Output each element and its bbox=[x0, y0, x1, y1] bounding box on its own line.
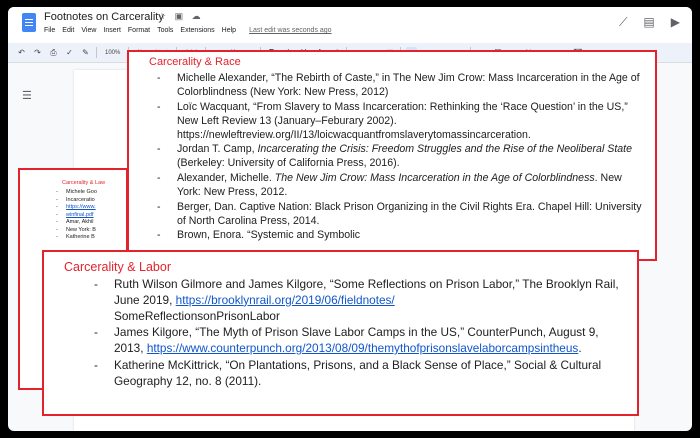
labor-list bbox=[64, 277, 627, 390]
list-item bbox=[66, 212, 120, 219]
menu-edit[interactable]: Edit bbox=[62, 27, 75, 34]
video-icon[interactable]: ▶ bbox=[670, 15, 680, 29]
print-icon[interactable]: ⎙ bbox=[50, 47, 57, 57]
citation-link[interactable]: https://www.counterpunch.org/2013/08/09/themythofprisonslavelaborcampsintheus bbox=[146, 341, 579, 356]
list-item: - Brown, Enora. “Systemic and Symbolic bbox=[177, 228, 647, 242]
citation-publisher: (Berkeley: University of California Press, 2016). bbox=[177, 157, 400, 170]
list-item bbox=[114, 277, 627, 324]
law-heading: Carcerality & Law bbox=[62, 180, 106, 186]
labor-section-callout bbox=[42, 250, 639, 416]
list-item: - Amar, Akhil bbox=[66, 219, 120, 226]
law-link[interactable]: winfinal.pdf bbox=[66, 211, 94, 218]
toolbar-divider bbox=[96, 47, 97, 58]
spellcheck-icon[interactable]: ✓ bbox=[66, 48, 73, 57]
last-edit-link[interactable]: Last edit was seconds ago bbox=[249, 27, 332, 34]
menu-help[interactable]: Help bbox=[221, 27, 237, 34]
citation-link[interactable]: https://brooklynrail.org/2019/06/fieldnotes/ bbox=[175, 292, 395, 307]
menu-extensions[interactable]: Extensions bbox=[180, 27, 215, 34]
list-item bbox=[114, 325, 627, 357]
menu-view[interactable]: View bbox=[81, 27, 97, 34]
header-actions bbox=[619, 15, 680, 30]
list-item: - Michele Goo bbox=[66, 189, 120, 196]
citation-text-cont: . bbox=[578, 341, 582, 356]
paint-format-icon[interactable]: ✎ bbox=[82, 48, 89, 57]
list-item: - Berger, Dan. Captive Nation: Black Prison Organizing in the Civil Rights Era. Chapel Hill: University of North Carolina Press, 2014. bbox=[177, 200, 647, 228]
document-title[interactable]: Footnotes on Carcerality bbox=[44, 11, 164, 23]
citation-text-cont: SomeReflectionsonPrisonLabor bbox=[114, 308, 280, 323]
list-item bbox=[177, 142, 647, 170]
law-list bbox=[26, 189, 120, 241]
citation-author: Alexander, Michelle. bbox=[177, 172, 275, 185]
menu-bar bbox=[44, 27, 332, 34]
document-outline-icon[interactable]: ☰ bbox=[22, 90, 32, 102]
list-item bbox=[66, 197, 120, 204]
citation-text: Ruth Wilson Gilmore and James Kilgore, “Some Reflections on Prison Labor,” The Brooklyn Rail, June 2019, bbox=[114, 277, 619, 307]
list-item bbox=[114, 358, 627, 390]
citation-text: James Kilgore, “The Myth of Prison Slave Labor Camps in the US,” CounterPunch, August 9, 2013, bbox=[114, 325, 599, 356]
list-item: - New York: B bbox=[66, 227, 120, 234]
list-item: - Katherine B bbox=[66, 234, 120, 241]
title-bar bbox=[8, 7, 692, 43]
redo-icon[interactable]: ↷ bbox=[34, 48, 41, 57]
menu-insert[interactable]: Insert bbox=[103, 27, 121, 34]
docs-logo-icon[interactable] bbox=[22, 13, 36, 32]
zoom-select[interactable]: 100% bbox=[105, 49, 121, 56]
list-item: - Michelle Alexander, “The Rebirth of Caste,” in The New Jim Crow: Mass Incarceration in the Age of Colorblindness (New York: New Press, 2012) bbox=[177, 71, 647, 99]
list-item-text: Incarceratio bbox=[66, 196, 95, 203]
citation-title: Incarcerating the Crisis: Freedom Struggles and the Rise of the Neoliberal State bbox=[257, 143, 632, 156]
race-section-callout bbox=[127, 50, 657, 261]
citation-author: Jordan T. Camp, bbox=[177, 143, 258, 156]
race-list bbox=[149, 71, 647, 242]
undo-icon[interactable]: ↶ bbox=[18, 48, 25, 57]
list-item bbox=[177, 171, 647, 199]
citation-publisher: . New York: New Press, 2012. bbox=[177, 172, 622, 199]
star-move-cloud-icons[interactable]: ☆ ▣ ☁ bbox=[158, 11, 204, 21]
labor-heading: Carcerality & Labor bbox=[64, 260, 171, 274]
race-heading: Carcerality & Race bbox=[149, 56, 241, 68]
trend-icon[interactable]: ⟋ bbox=[619, 15, 628, 29]
menu-tools[interactable]: Tools bbox=[157, 27, 174, 34]
list-item bbox=[66, 204, 120, 211]
menu-format[interactable]: Format bbox=[127, 27, 151, 34]
citation-title: The New Jim Crow: Mass Incarceration in the Age of Colorblindness bbox=[274, 172, 595, 185]
comment-icon[interactable]: ▤ bbox=[643, 15, 655, 29]
menu-file[interactable]: File bbox=[44, 27, 56, 34]
citation-text: Katherine McKittrick, “On Plantations, Prisons, and a Black Sense of Place,” Social & Cultural Geography 12, no. 8 (2011). bbox=[114, 357, 602, 388]
law-link[interactable]: https://www. bbox=[66, 204, 96, 211]
list-item: - Loïc Wacquant, “From Slavery to Mass Incarceration: Rethinking the ‘Race Question’ in the US,” New Left Review 13 (January–Feburary 2002). https://newleftreview.org/II/13/loicwacquantfromslaverytomassincarceration. bbox=[177, 100, 647, 142]
